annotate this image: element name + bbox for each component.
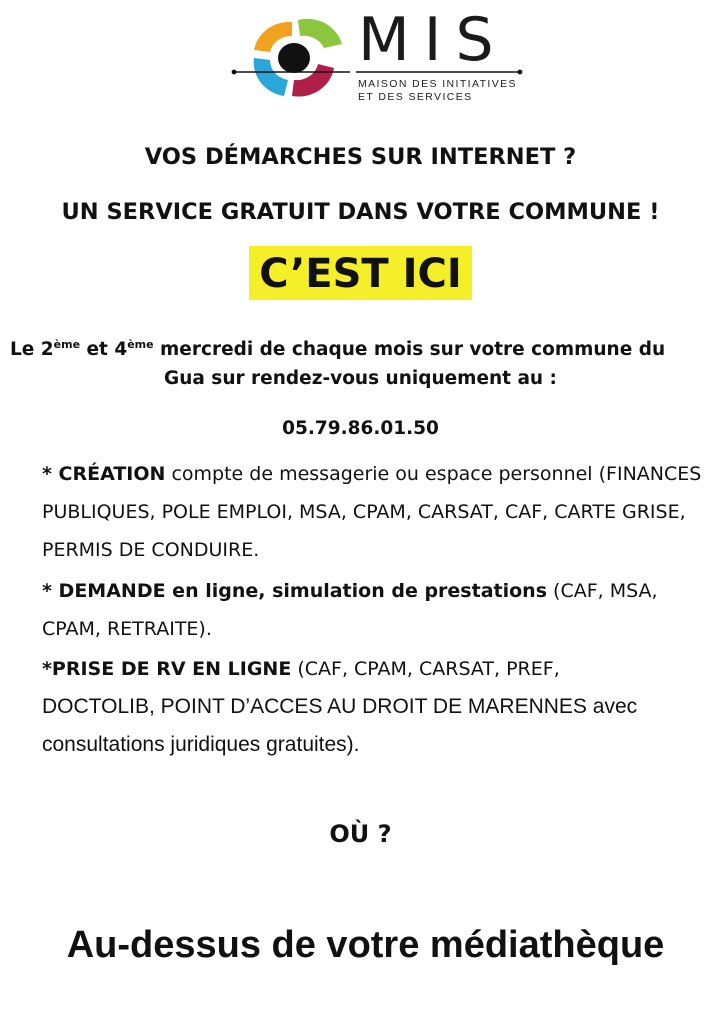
- where-answer: Au-dessus de votre médiathèque: [66, 924, 665, 966]
- logo-subtitle-line2: ET DES SERVICES: [358, 91, 473, 103]
- item-demande-label: * DEMANDE en ligne, simulation de prestations: [42, 580, 548, 602]
- item-creation-text: compte de messagerie ou espace personnel (FINANCES PUBLIQUES, POLE EMPLOI, MSA, CPAM, CARSAT, CAF, CARTE GRISE, PERMIS DE CONDUIRE.: [42, 463, 702, 561]
- logo-wordmark: MIS: [358, 5, 508, 75]
- schedule-sup2: ème: [127, 338, 154, 351]
- schedule-le: Le 2: [10, 339, 54, 360]
- item-creation: [42, 455, 712, 569]
- highlight-wrap: [0, 246, 721, 300]
- schedule-et: et 4: [80, 339, 128, 360]
- mis-logo-emblem: [230, 8, 360, 108]
- schedule-sup1: ème: [53, 338, 81, 351]
- logo-subtitle: [358, 78, 517, 104]
- logo-subtitle-line1: MAISON DES INITIATIVES: [358, 78, 517, 90]
- item-creation-label: * CRÉATION: [42, 463, 166, 485]
- where-question: OÙ ?: [329, 820, 392, 848]
- item-prise-rv-text-b: DOCTOLIB, POINT D’ACCES AU DROIT DE MARENNES avec consultations juridiques gratuites).: [42, 695, 638, 756]
- item-demande: [42, 572, 712, 648]
- cest-ici-highlight: C’EST ICI: [249, 246, 471, 300]
- item-prise-rv-text-a: (CAF, CPAM, CARSAT, PREF,: [291, 658, 560, 680]
- schedule-line2: Gua sur rendez-vous uniquement au :: [164, 368, 557, 389]
- headline-line2: UN SERVICE GRATUIT DANS VOTRE COMMUNE !: [61, 199, 660, 225]
- schedule-rest: mercredi de chaque mois sur votre commune du: [153, 339, 666, 360]
- phone-number: 05.79.86.01.50: [282, 418, 439, 439]
- headline-line1: VOS DÉMARCHES SUR INTERNET ?: [144, 144, 577, 170]
- schedule-line1: [10, 335, 721, 365]
- item-prise-rv-label: *PRISE DE RV EN LIGNE: [42, 658, 292, 680]
- item-prise-rv: [42, 650, 712, 764]
- mis-logo: [230, 5, 530, 108]
- item-demande-text: (CAF, MSA, CPAM, RETRAITE).: [42, 580, 658, 640]
